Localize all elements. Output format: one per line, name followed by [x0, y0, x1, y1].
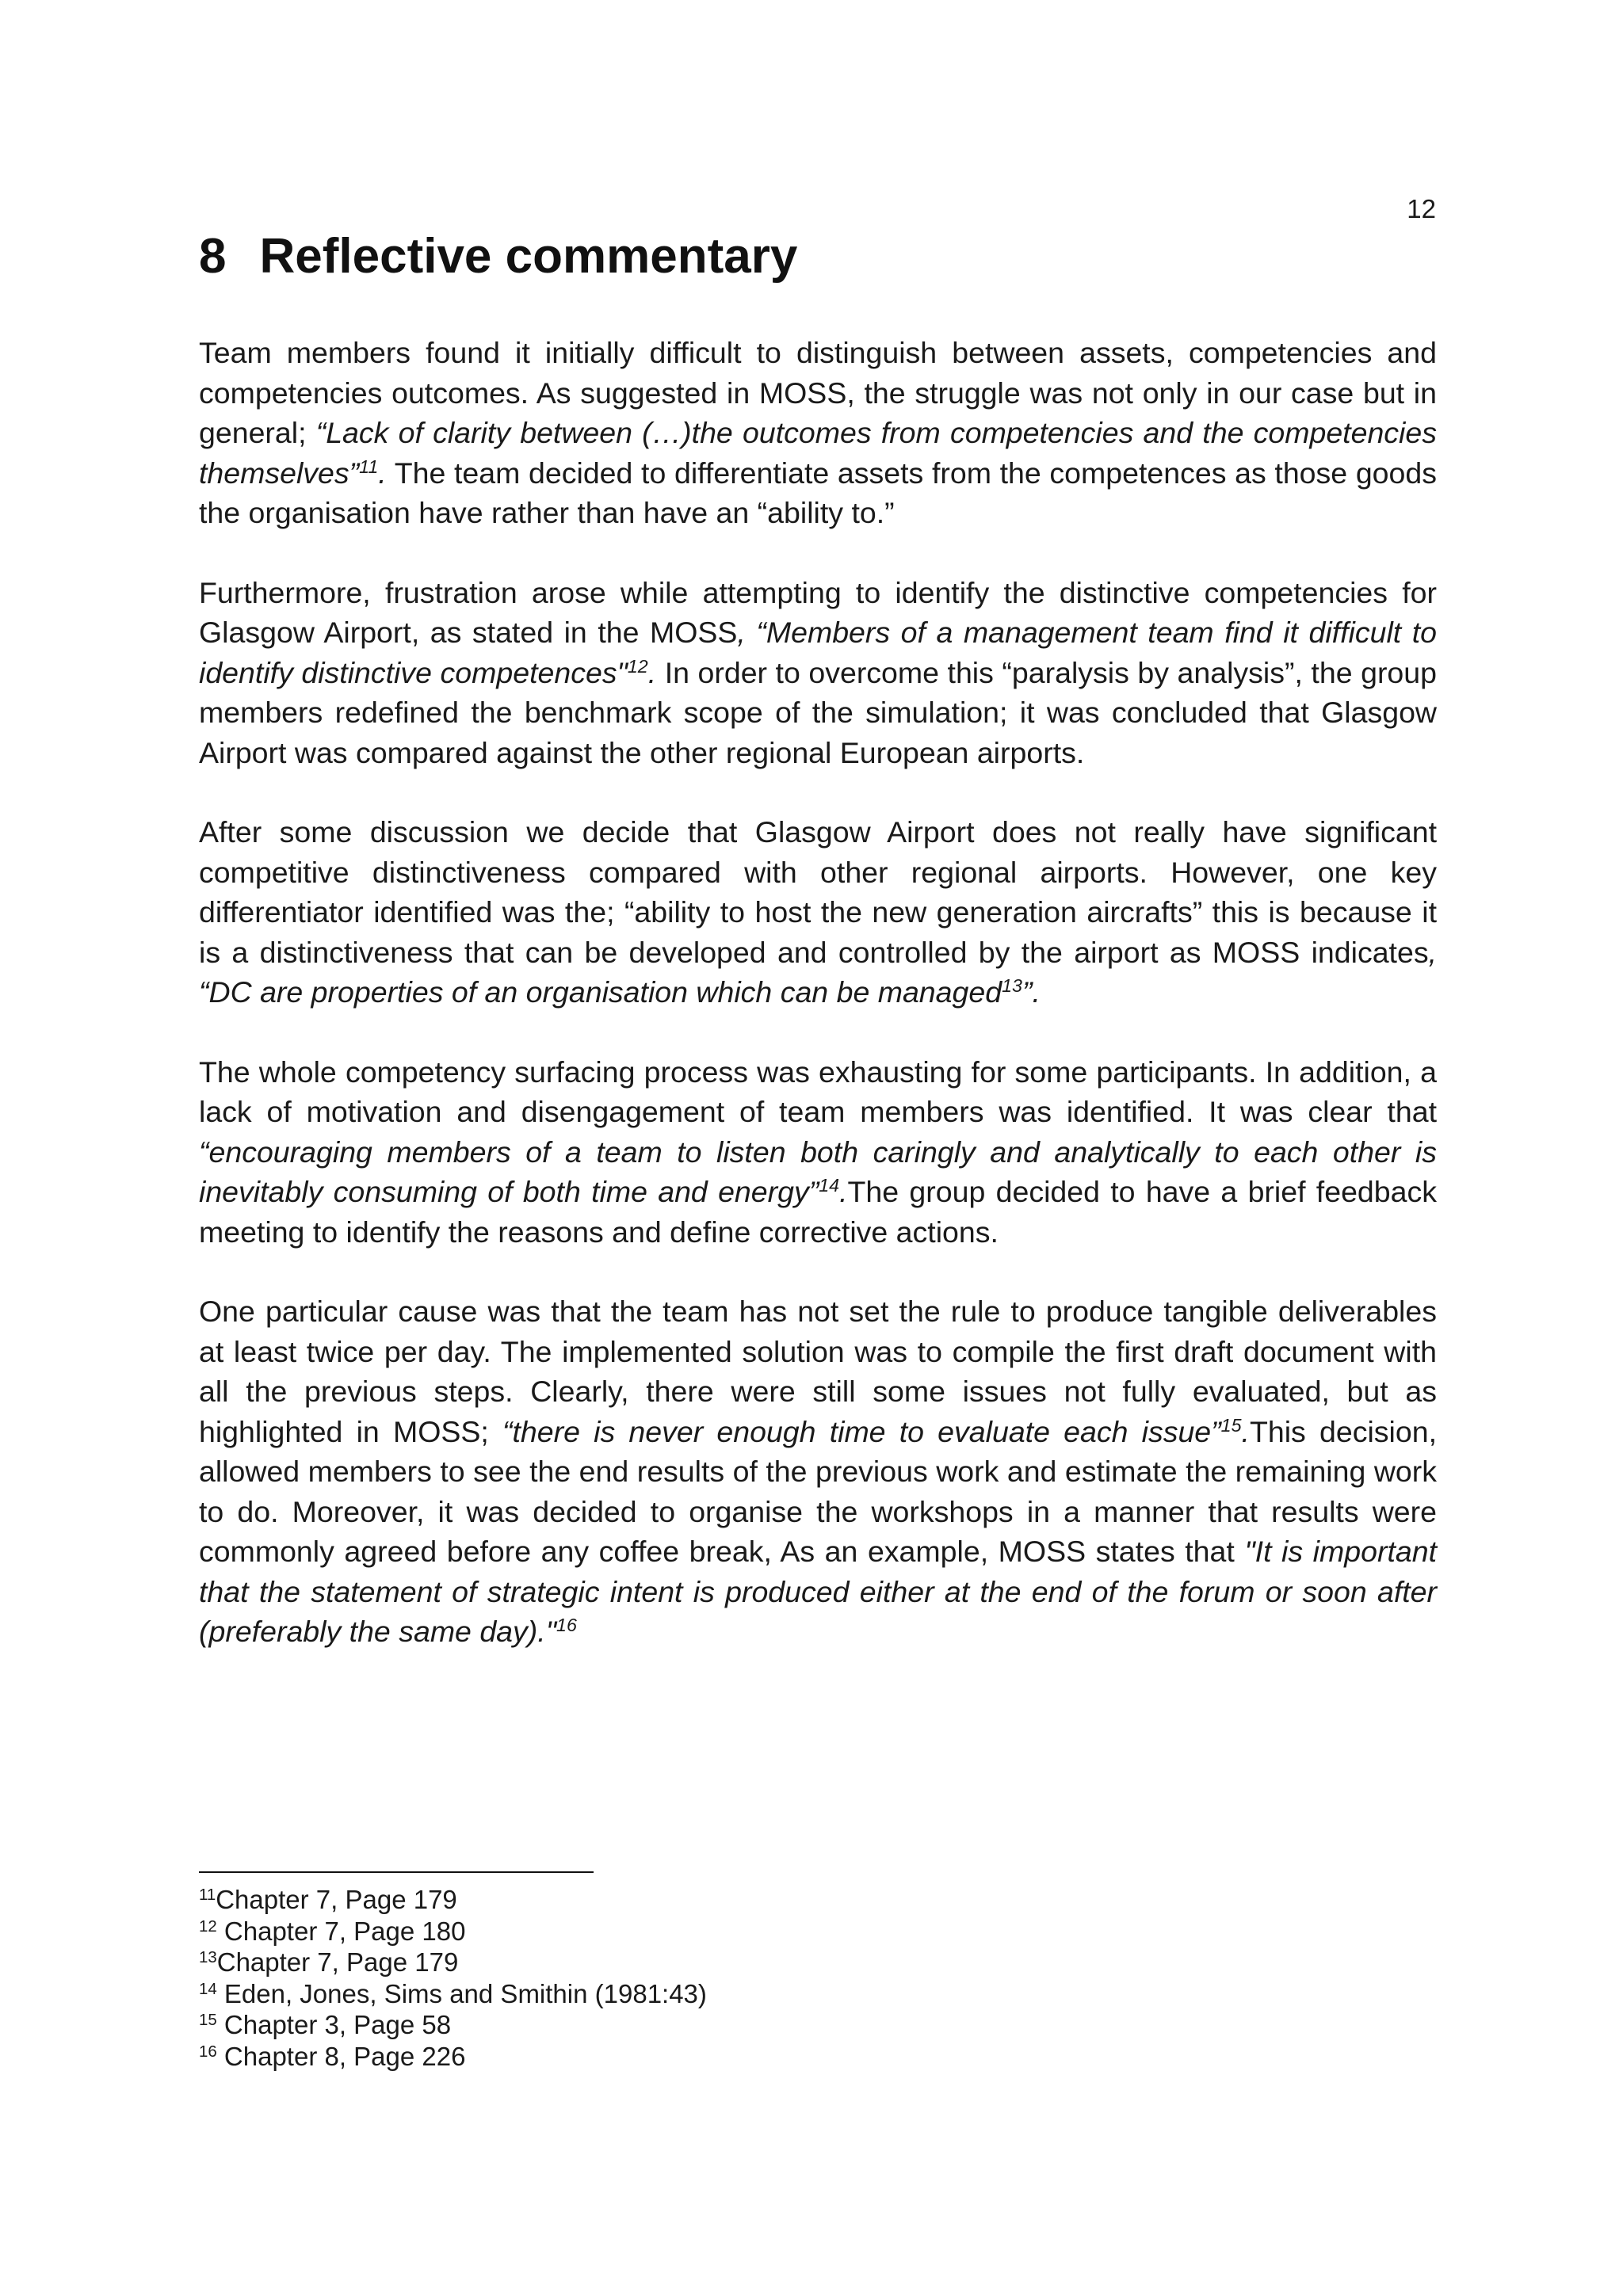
- paragraph-text: The group decided to have a brief feedback meeting to identify the reasons and define corrective actions.: [199, 1175, 1437, 1249]
- section-number: 8: [199, 229, 227, 284]
- quote-end: ”.: [1022, 975, 1041, 1009]
- paragraph-text: The whole competency surfacing process was exhausting for some participants. In addition, a lack of motivation and disengagement of team members was identified. It was clear that: [199, 1055, 1437, 1128]
- footnote-text: Chapter 7, Page 179: [216, 1885, 457, 1914]
- footnote: [199, 2041, 1150, 2073]
- quote-end: .: [839, 1175, 848, 1208]
- footnote: [199, 1978, 1150, 2010]
- quote: “encouraging members of a team to listen both caringly and analytically to each other is inevitably consuming of both time and energy”: [199, 1135, 1437, 1208]
- footnote-ref-14: 14: [819, 1175, 840, 1196]
- quote: , “DC are properties of an organisation which can be managed: [199, 935, 1437, 1009]
- footnote-number: 14: [199, 1979, 217, 1998]
- paragraph-text: In order to overcome this “paralysis by analysis”, the group members redefined the benchmark scope of the simulation; it was concluded that Glasgow Airport was compared against the other regional European airports.: [199, 655, 1437, 769]
- quote-end: .: [647, 655, 657, 689]
- footnote-number: 16: [199, 2042, 217, 2061]
- footnote-ref-13: 13: [1002, 975, 1022, 997]
- quote-end: .: [378, 456, 387, 490]
- paragraph-4: [199, 1052, 1437, 1253]
- quote-end: .: [1241, 1414, 1250, 1448]
- footnote-ref-12: 12: [627, 655, 648, 677]
- paragraph-text: This decision, allowed members to see the end results of the previous work and estimate the remaining work to do. Moreover, it was decided to organise the workshops in a manner that results were commonly agreed before any coffee break, As an example, MOSS states that: [199, 1414, 1437, 1568]
- footnote-text: Chapter 7, Page 179: [216, 1947, 459, 1977]
- body-text: [199, 333, 1437, 1691]
- quote: "It is important that the statement of strategic intent is produced either at the end of the forum or soon after (preferably the same day).": [199, 1535, 1437, 1648]
- paragraph-3: [199, 812, 1437, 1013]
- paragraph-text: After some discussion we decide that Glasgow Airport does not really have significant competitive distinctiveness compared with other regional airports. However, one key differentiator identified was the; “ability to host the new generation aircrafts” this is because it is a distinctiveness that can be developed and controlled by the airport as MOSS indicates: [199, 815, 1437, 969]
- footnote-number: 13: [199, 1947, 217, 1966]
- paragraph-2: [199, 573, 1437, 773]
- quote: “Lack of clarity between (…)the outcomes from competencies and the competencies themselves”: [199, 416, 1437, 490]
- footnote-number: 12: [199, 1917, 217, 1936]
- paragraph-text: Furthermore, frustration arose while attempting to identify the distinctive competencies for Glasgow Airport, as stated in the MOSS: [199, 575, 1437, 649]
- section-title: Reflective commentary: [259, 229, 798, 284]
- paragraph-text: The team decided to differentiate assets from the competences as those goods the organisation have rather than have an “ability to.”: [199, 456, 1437, 529]
- paragraph-5: [199, 1291, 1437, 1652]
- quote: “there is never enough time to evaluate each issue”: [502, 1414, 1221, 1448]
- footnote: [199, 1884, 1150, 1916]
- section-heading: [199, 227, 797, 287]
- footnote-text: Chapter 7, Page 180: [216, 1916, 466, 1946]
- paragraph-1: [199, 333, 1437, 533]
- paragraph-text: One particular cause was that the team has not set the rule to produce tangible deliverables at least twice per day. The implemented solution was to compile the first draft document with all the previous steps. Clearly, there were still some issues not fully evaluated, but as highlighted in MOSS;: [199, 1295, 1437, 1448]
- footnotes: [199, 1884, 1150, 2072]
- footnote: [199, 1916, 1150, 1947]
- footnote-separator: [199, 1871, 594, 1873]
- footnote-number: 15: [199, 2010, 217, 2029]
- footnote-text: Chapter 8, Page 226: [216, 2041, 466, 2071]
- footnote: [199, 1947, 1150, 1978]
- quote: , “Members of a management team find it difficult to identify distinctive competences": [199, 616, 1437, 689]
- footnote-text: Chapter 3, Page 58: [216, 2010, 452, 2039]
- page-number: 12: [1407, 194, 1436, 223]
- footnote-text: Eden, Jones, Sims and Smithin (1981:43): [216, 1978, 707, 2008]
- footnote: [199, 2009, 1150, 2041]
- paragraph-text: Team members found it initially difficult to distinguish between assets, competencies and competencies outcomes. As suggested in MOSS, the struggle was not only in our case but in general;: [199, 336, 1437, 449]
- footnote-ref-11: 11: [359, 456, 379, 477]
- footnote-number: 11: [199, 1885, 216, 1904]
- footnote-ref-16: 16: [556, 1615, 577, 1636]
- footnote-ref-15: 15: [1220, 1414, 1242, 1436]
